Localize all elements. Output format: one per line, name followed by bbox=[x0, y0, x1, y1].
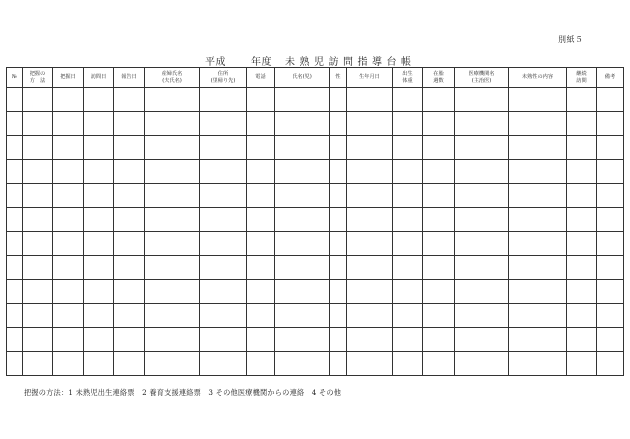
entry-cell-continued-visit[interactable] bbox=[567, 112, 597, 136]
entry-cell-grasp-method[interactable] bbox=[23, 256, 53, 280]
entry-cell-phone[interactable] bbox=[247, 232, 275, 256]
entry-cell-prematurity-details[interactable] bbox=[509, 160, 567, 184]
entry-cell-hospital[interactable] bbox=[455, 112, 509, 136]
entry-cell-continued-visit[interactable] bbox=[567, 208, 597, 232]
entry-cell-hospital[interactable] bbox=[455, 184, 509, 208]
entry-cell-no[interactable] bbox=[7, 280, 23, 304]
entry-cell-birth-date[interactable] bbox=[347, 112, 393, 136]
column-header-visit-date bbox=[84, 68, 114, 88]
entry-cell-child-name[interactable] bbox=[275, 232, 330, 256]
column-header-line: 体重 bbox=[402, 77, 413, 84]
entry-cell-birth-date[interactable] bbox=[347, 304, 393, 328]
entry-cell-hospital[interactable] bbox=[455, 232, 509, 256]
entry-cell-continued-visit[interactable] bbox=[567, 232, 597, 256]
entry-cell-continued-visit[interactable] bbox=[567, 256, 597, 280]
entry-cell-visit-date[interactable] bbox=[84, 88, 114, 112]
entry-cell-mother-name[interactable] bbox=[145, 256, 200, 280]
entry-cell-phone[interactable] bbox=[247, 112, 275, 136]
column-header-line: 継続 bbox=[576, 71, 587, 77]
table-row bbox=[7, 88, 624, 112]
entry-cell-visit-date[interactable] bbox=[84, 112, 114, 136]
entry-cell-birth-date[interactable] bbox=[347, 208, 393, 232]
entry-cell-sex[interactable] bbox=[330, 256, 347, 280]
entry-cell-no[interactable] bbox=[7, 232, 23, 256]
entry-cell-grasp-date[interactable] bbox=[53, 184, 84, 208]
entry-cell-gestation-weeks[interactable] bbox=[423, 112, 455, 136]
entry-cell-child-name[interactable] bbox=[275, 136, 330, 160]
entry-cell-child-name[interactable] bbox=[275, 88, 330, 112]
entry-cell-visit-date[interactable] bbox=[84, 328, 114, 352]
table-row bbox=[7, 136, 624, 160]
column-header-line: 在胎 bbox=[433, 71, 444, 77]
table-row bbox=[7, 208, 624, 232]
entry-cell-child-name[interactable] bbox=[275, 160, 330, 184]
column-header-line: 方 法 bbox=[29, 77, 46, 84]
entry-cell-birth-weight[interactable] bbox=[393, 88, 423, 112]
entry-cell-sex[interactable] bbox=[330, 112, 347, 136]
entry-cell-no[interactable] bbox=[7, 88, 23, 112]
entry-cell-grasp-method[interactable] bbox=[23, 88, 53, 112]
entry-cell-visit-date[interactable] bbox=[84, 304, 114, 328]
entry-cell-no[interactable] bbox=[7, 160, 23, 184]
entry-cell-grasp-method[interactable] bbox=[23, 160, 53, 184]
column-header-remarks bbox=[597, 68, 624, 88]
entry-cell-visit-date[interactable] bbox=[84, 352, 114, 376]
entry-cell-address[interactable] bbox=[200, 136, 247, 160]
column-header-line: 週数 bbox=[433, 77, 444, 84]
entry-cell-grasp-method[interactable] bbox=[23, 328, 53, 352]
column-header-birth-weight bbox=[393, 68, 423, 88]
entry-cell-no[interactable] bbox=[7, 256, 23, 280]
entry-cell-gestation-weeks[interactable] bbox=[423, 136, 455, 160]
table-row bbox=[7, 304, 624, 328]
entry-cell-mother-name[interactable] bbox=[145, 136, 200, 160]
column-header-report-date bbox=[114, 68, 145, 88]
column-header-grasp-method bbox=[23, 68, 53, 88]
entry-cell-prematurity-details[interactable] bbox=[509, 184, 567, 208]
entry-cell-address[interactable] bbox=[200, 232, 247, 256]
entry-cell-no[interactable] bbox=[7, 352, 23, 376]
entry-cell-birth-date[interactable] bbox=[347, 256, 393, 280]
entry-cell-phone[interactable] bbox=[247, 208, 275, 232]
entry-cell-phone[interactable] bbox=[247, 304, 275, 328]
entry-cell-child-name[interactable] bbox=[275, 112, 330, 136]
entry-cell-grasp-date[interactable] bbox=[53, 232, 84, 256]
column-header-prematurity-details bbox=[509, 68, 567, 88]
entry-cell-gestation-weeks[interactable] bbox=[423, 304, 455, 328]
entry-cell-prematurity-details[interactable] bbox=[509, 112, 567, 136]
entry-cell-address[interactable] bbox=[200, 352, 247, 376]
entry-cell-hospital[interactable] bbox=[455, 304, 509, 328]
entry-cell-gestation-weeks[interactable] bbox=[423, 88, 455, 112]
entry-cell-report-date[interactable] bbox=[114, 232, 145, 256]
entry-cell-report-date[interactable] bbox=[114, 328, 145, 352]
visit-register-table bbox=[6, 67, 624, 376]
entry-cell-sex[interactable] bbox=[330, 280, 347, 304]
entry-cell-grasp-date[interactable] bbox=[53, 304, 84, 328]
entry-cell-grasp-method[interactable] bbox=[23, 184, 53, 208]
entry-cell-remarks[interactable] bbox=[597, 256, 624, 280]
entry-cell-birth-date[interactable] bbox=[347, 136, 393, 160]
table-row bbox=[7, 112, 624, 136]
entry-cell-remarks[interactable] bbox=[597, 304, 624, 328]
entry-cell-address[interactable] bbox=[200, 88, 247, 112]
entry-cell-birth-weight[interactable] bbox=[393, 232, 423, 256]
entry-cell-sex[interactable] bbox=[330, 232, 347, 256]
entry-cell-birth-weight[interactable] bbox=[393, 256, 423, 280]
entry-cell-visit-date[interactable] bbox=[84, 208, 114, 232]
entry-cell-report-date[interactable] bbox=[114, 256, 145, 280]
entry-cell-continued-visit[interactable] bbox=[567, 328, 597, 352]
entry-cell-birth-date[interactable] bbox=[347, 184, 393, 208]
entry-cell-child-name[interactable] bbox=[275, 280, 330, 304]
entry-cell-prematurity-details[interactable] bbox=[509, 352, 567, 376]
column-header-line: 住所 bbox=[217, 71, 229, 77]
entry-cell-birth-date[interactable] bbox=[347, 352, 393, 376]
entry-cell-gestation-weeks[interactable] bbox=[423, 232, 455, 256]
entry-cell-child-name[interactable] bbox=[275, 328, 330, 352]
entry-cell-prematurity-details[interactable] bbox=[509, 208, 567, 232]
entry-cell-no[interactable] bbox=[7, 184, 23, 208]
table-row bbox=[7, 328, 624, 352]
column-header-line: (主治医) bbox=[471, 77, 492, 84]
entry-cell-remarks[interactable] bbox=[597, 328, 624, 352]
entry-cell-address[interactable] bbox=[200, 160, 247, 184]
entry-cell-grasp-date[interactable] bbox=[53, 328, 84, 352]
table-row bbox=[7, 280, 624, 304]
table-row bbox=[7, 256, 624, 280]
entry-cell-grasp-method[interactable] bbox=[23, 112, 53, 136]
column-header-line: 把握の bbox=[29, 71, 46, 77]
entry-cell-grasp-date[interactable] bbox=[53, 256, 84, 280]
entry-cell-sex[interactable] bbox=[330, 160, 347, 184]
column-header-continued-visit bbox=[567, 68, 597, 88]
entry-cell-address[interactable] bbox=[200, 112, 247, 136]
table-row bbox=[7, 232, 624, 256]
entry-cell-mother-name[interactable] bbox=[145, 160, 200, 184]
entry-cell-continued-visit[interactable] bbox=[567, 280, 597, 304]
entry-cell-sex[interactable] bbox=[330, 136, 347, 160]
entry-cell-sex[interactable] bbox=[330, 328, 347, 352]
entry-cell-grasp-method[interactable] bbox=[23, 232, 53, 256]
entry-cell-child-name[interactable] bbox=[275, 352, 330, 376]
title-register-name: 未熟児訪問指導台帳 bbox=[285, 57, 416, 68]
entry-cell-address[interactable] bbox=[200, 304, 247, 328]
entry-cell-gestation-weeks[interactable] bbox=[423, 352, 455, 376]
entry-cell-birth-date[interactable] bbox=[347, 232, 393, 256]
table-row bbox=[7, 184, 624, 208]
entry-cell-phone[interactable] bbox=[247, 352, 275, 376]
entry-cell-gestation-weeks[interactable] bbox=[423, 256, 455, 280]
entry-cell-no[interactable] bbox=[7, 112, 23, 136]
entry-cell-phone[interactable] bbox=[247, 280, 275, 304]
entry-cell-child-name[interactable] bbox=[275, 184, 330, 208]
entry-cell-birth-weight[interactable] bbox=[393, 112, 423, 136]
entry-cell-grasp-date[interactable] bbox=[53, 160, 84, 184]
entry-cell-birth-weight[interactable] bbox=[393, 160, 423, 184]
entry-cell-mother-name[interactable] bbox=[145, 184, 200, 208]
entry-cell-grasp-method[interactable] bbox=[23, 280, 53, 304]
column-header-line: 報告日 bbox=[121, 74, 137, 81]
entry-cell-birth-weight[interactable] bbox=[393, 184, 423, 208]
entry-cell-birth-weight[interactable] bbox=[393, 328, 423, 352]
entry-cell-prematurity-details[interactable] bbox=[509, 88, 567, 112]
entry-cell-continued-visit[interactable] bbox=[567, 160, 597, 184]
entry-cell-report-date[interactable] bbox=[114, 136, 145, 160]
entry-cell-visit-date[interactable] bbox=[84, 280, 114, 304]
entry-cell-grasp-date[interactable] bbox=[53, 112, 84, 136]
entry-cell-report-date[interactable] bbox=[114, 160, 145, 184]
entry-cell-report-date[interactable] bbox=[114, 88, 145, 112]
entry-cell-gestation-weeks[interactable] bbox=[423, 184, 455, 208]
entry-cell-mother-name[interactable] bbox=[145, 280, 200, 304]
entry-cell-sex[interactable] bbox=[330, 352, 347, 376]
entry-cell-child-name[interactable] bbox=[275, 304, 330, 328]
entry-cell-grasp-method[interactable] bbox=[23, 208, 53, 232]
entry-cell-prematurity-details[interactable] bbox=[509, 136, 567, 160]
entry-cell-address[interactable] bbox=[200, 184, 247, 208]
column-header-line: 氏名(児) bbox=[292, 74, 312, 81]
entry-cell-prematurity-details[interactable] bbox=[509, 232, 567, 256]
entry-cell-remarks[interactable] bbox=[597, 160, 624, 184]
entry-cell-grasp-method[interactable] bbox=[23, 304, 53, 328]
column-header-phone bbox=[247, 68, 275, 88]
entry-cell-continued-visit[interactable] bbox=[567, 88, 597, 112]
entry-cell-report-date[interactable] bbox=[114, 112, 145, 136]
entry-cell-visit-date[interactable] bbox=[84, 160, 114, 184]
entry-cell-birth-date[interactable] bbox=[347, 88, 393, 112]
title-era: 平成 bbox=[205, 57, 226, 68]
entry-cell-sex[interactable] bbox=[330, 208, 347, 232]
entry-cell-gestation-weeks[interactable] bbox=[423, 208, 455, 232]
entry-cell-gestation-weeks[interactable] bbox=[423, 280, 455, 304]
column-header-line: (夫氏名) bbox=[162, 77, 182, 84]
entry-cell-hospital[interactable] bbox=[455, 136, 509, 160]
entry-cell-continued-visit[interactable] bbox=[567, 304, 597, 328]
entry-cell-prematurity-details[interactable] bbox=[509, 328, 567, 352]
column-header-line: (里帰り先) bbox=[210, 77, 236, 84]
header-row bbox=[7, 68, 624, 88]
entry-cell-mother-name[interactable] bbox=[145, 88, 200, 112]
entry-cell-birth-weight[interactable] bbox=[393, 208, 423, 232]
entry-cell-gestation-weeks[interactable] bbox=[423, 328, 455, 352]
entry-cell-child-name[interactable] bbox=[275, 256, 330, 280]
entry-cell-mother-name[interactable] bbox=[145, 112, 200, 136]
column-header-line: 産婦氏名 bbox=[161, 71, 183, 77]
entry-cell-prematurity-details[interactable] bbox=[509, 304, 567, 328]
register-body bbox=[7, 88, 624, 376]
entry-cell-remarks[interactable] bbox=[597, 112, 624, 136]
entry-cell-report-date[interactable] bbox=[114, 352, 145, 376]
entry-cell-mother-name[interactable] bbox=[145, 208, 200, 232]
column-header-sex bbox=[330, 68, 347, 88]
column-header-child-name bbox=[275, 68, 330, 88]
entry-cell-visit-date[interactable] bbox=[84, 184, 114, 208]
column-header-hospital bbox=[455, 68, 509, 88]
entry-cell-visit-date[interactable] bbox=[84, 232, 114, 256]
entry-cell-remarks[interactable] bbox=[597, 352, 624, 376]
entry-cell-grasp-method[interactable] bbox=[23, 352, 53, 376]
entry-cell-address[interactable] bbox=[200, 256, 247, 280]
entry-cell-remarks[interactable] bbox=[597, 184, 624, 208]
table-row bbox=[7, 352, 624, 376]
entry-cell-hospital[interactable] bbox=[455, 328, 509, 352]
grasp-method-legend: 把握の方法：1 未熟児出生連絡票 2 養育支援連絡票 3 その他医療機関からの連絡 4 その他 bbox=[24, 388, 342, 397]
entry-cell-address[interactable] bbox=[200, 328, 247, 352]
entry-cell-continued-visit[interactable] bbox=[567, 352, 597, 376]
entry-cell-no[interactable] bbox=[7, 208, 23, 232]
entry-cell-phone[interactable] bbox=[247, 256, 275, 280]
entry-cell-phone[interactable] bbox=[247, 160, 275, 184]
entry-cell-remarks[interactable] bbox=[597, 88, 624, 112]
entry-cell-grasp-method[interactable] bbox=[23, 136, 53, 160]
entry-cell-sex[interactable] bbox=[330, 88, 347, 112]
form-number: 別紙５ bbox=[558, 35, 584, 44]
column-header-line: 出生 bbox=[402, 71, 413, 77]
entry-cell-birth-date[interactable] bbox=[347, 280, 393, 304]
entry-cell-continued-visit[interactable] bbox=[567, 184, 597, 208]
entry-cell-mother-name[interactable] bbox=[145, 352, 200, 376]
entry-cell-phone[interactable] bbox=[247, 88, 275, 112]
entry-cell-remarks[interactable] bbox=[597, 280, 624, 304]
entry-cell-visit-date[interactable] bbox=[84, 256, 114, 280]
entry-cell-grasp-date[interactable] bbox=[53, 280, 84, 304]
column-header-gestation-weeks bbox=[423, 68, 455, 88]
column-header-line: 訪問日 bbox=[90, 74, 107, 81]
entry-cell-birth-weight[interactable] bbox=[393, 136, 423, 160]
entry-cell-prematurity-details[interactable] bbox=[509, 280, 567, 304]
entry-cell-birth-date[interactable] bbox=[347, 160, 393, 184]
entry-cell-birth-weight[interactable] bbox=[393, 352, 423, 376]
column-header-line: 把握日 bbox=[60, 74, 76, 81]
entry-cell-hospital[interactable] bbox=[455, 256, 509, 280]
entry-cell-no[interactable] bbox=[7, 136, 23, 160]
entry-cell-remarks[interactable] bbox=[597, 232, 624, 256]
entry-cell-phone[interactable] bbox=[247, 328, 275, 352]
column-header-line: 医療機関名 bbox=[468, 71, 495, 77]
entry-cell-gestation-weeks[interactable] bbox=[423, 160, 455, 184]
entry-cell-report-date[interactable] bbox=[114, 280, 145, 304]
entry-cell-sex[interactable] bbox=[330, 304, 347, 328]
table-row bbox=[7, 160, 624, 184]
column-header-mother-name bbox=[145, 68, 200, 88]
entry-cell-hospital[interactable] bbox=[455, 160, 509, 184]
entry-cell-mother-name[interactable] bbox=[145, 328, 200, 352]
entry-cell-continued-visit[interactable] bbox=[567, 136, 597, 160]
entry-cell-report-date[interactable] bbox=[114, 184, 145, 208]
entry-cell-grasp-date[interactable] bbox=[53, 208, 84, 232]
column-header-birth-date bbox=[347, 68, 393, 88]
entry-cell-prematurity-details[interactable] bbox=[509, 256, 567, 280]
column-header-line: 訪問 bbox=[576, 77, 587, 84]
column-header-address bbox=[200, 68, 247, 88]
column-header-line: 電話 bbox=[255, 74, 266, 81]
entry-cell-no[interactable] bbox=[7, 304, 23, 328]
entry-cell-hospital[interactable] bbox=[455, 208, 509, 232]
entry-cell-report-date[interactable] bbox=[114, 208, 145, 232]
entry-cell-mother-name[interactable] bbox=[145, 304, 200, 328]
entry-cell-grasp-date[interactable] bbox=[53, 88, 84, 112]
entry-cell-hospital[interactable] bbox=[455, 280, 509, 304]
entry-cell-report-date[interactable] bbox=[114, 304, 145, 328]
entry-cell-birth-weight[interactable] bbox=[393, 280, 423, 304]
column-header-line: 生年月日 bbox=[359, 74, 380, 81]
column-header-line: 性 bbox=[335, 74, 341, 81]
entry-cell-address[interactable] bbox=[200, 208, 247, 232]
entry-cell-remarks[interactable] bbox=[597, 208, 624, 232]
column-header-line: 備考 bbox=[604, 74, 616, 81]
entry-cell-phone[interactable] bbox=[247, 184, 275, 208]
entry-cell-phone[interactable] bbox=[247, 136, 275, 160]
entry-cell-no[interactable] bbox=[7, 328, 23, 352]
title-fiscal-year: 年度 bbox=[251, 57, 272, 68]
entry-cell-hospital[interactable] bbox=[455, 88, 509, 112]
column-header-no bbox=[7, 68, 23, 88]
entry-cell-mother-name[interactable] bbox=[145, 232, 200, 256]
entry-cell-hospital[interactable] bbox=[455, 352, 509, 376]
entry-cell-sex[interactable] bbox=[330, 184, 347, 208]
column-header-line: № bbox=[12, 74, 17, 81]
entry-cell-address[interactable] bbox=[200, 280, 247, 304]
column-header-line: 未熟性の内容 bbox=[521, 74, 554, 81]
entry-cell-grasp-date[interactable] bbox=[53, 136, 84, 160]
entry-cell-birth-date[interactable] bbox=[347, 328, 393, 352]
entry-cell-visit-date[interactable] bbox=[84, 136, 114, 160]
entry-cell-child-name[interactable] bbox=[275, 208, 330, 232]
entry-cell-birth-weight[interactable] bbox=[393, 304, 423, 328]
column-header-grasp-date bbox=[53, 68, 84, 88]
entry-cell-remarks[interactable] bbox=[597, 136, 624, 160]
entry-cell-grasp-date[interactable] bbox=[53, 352, 84, 376]
